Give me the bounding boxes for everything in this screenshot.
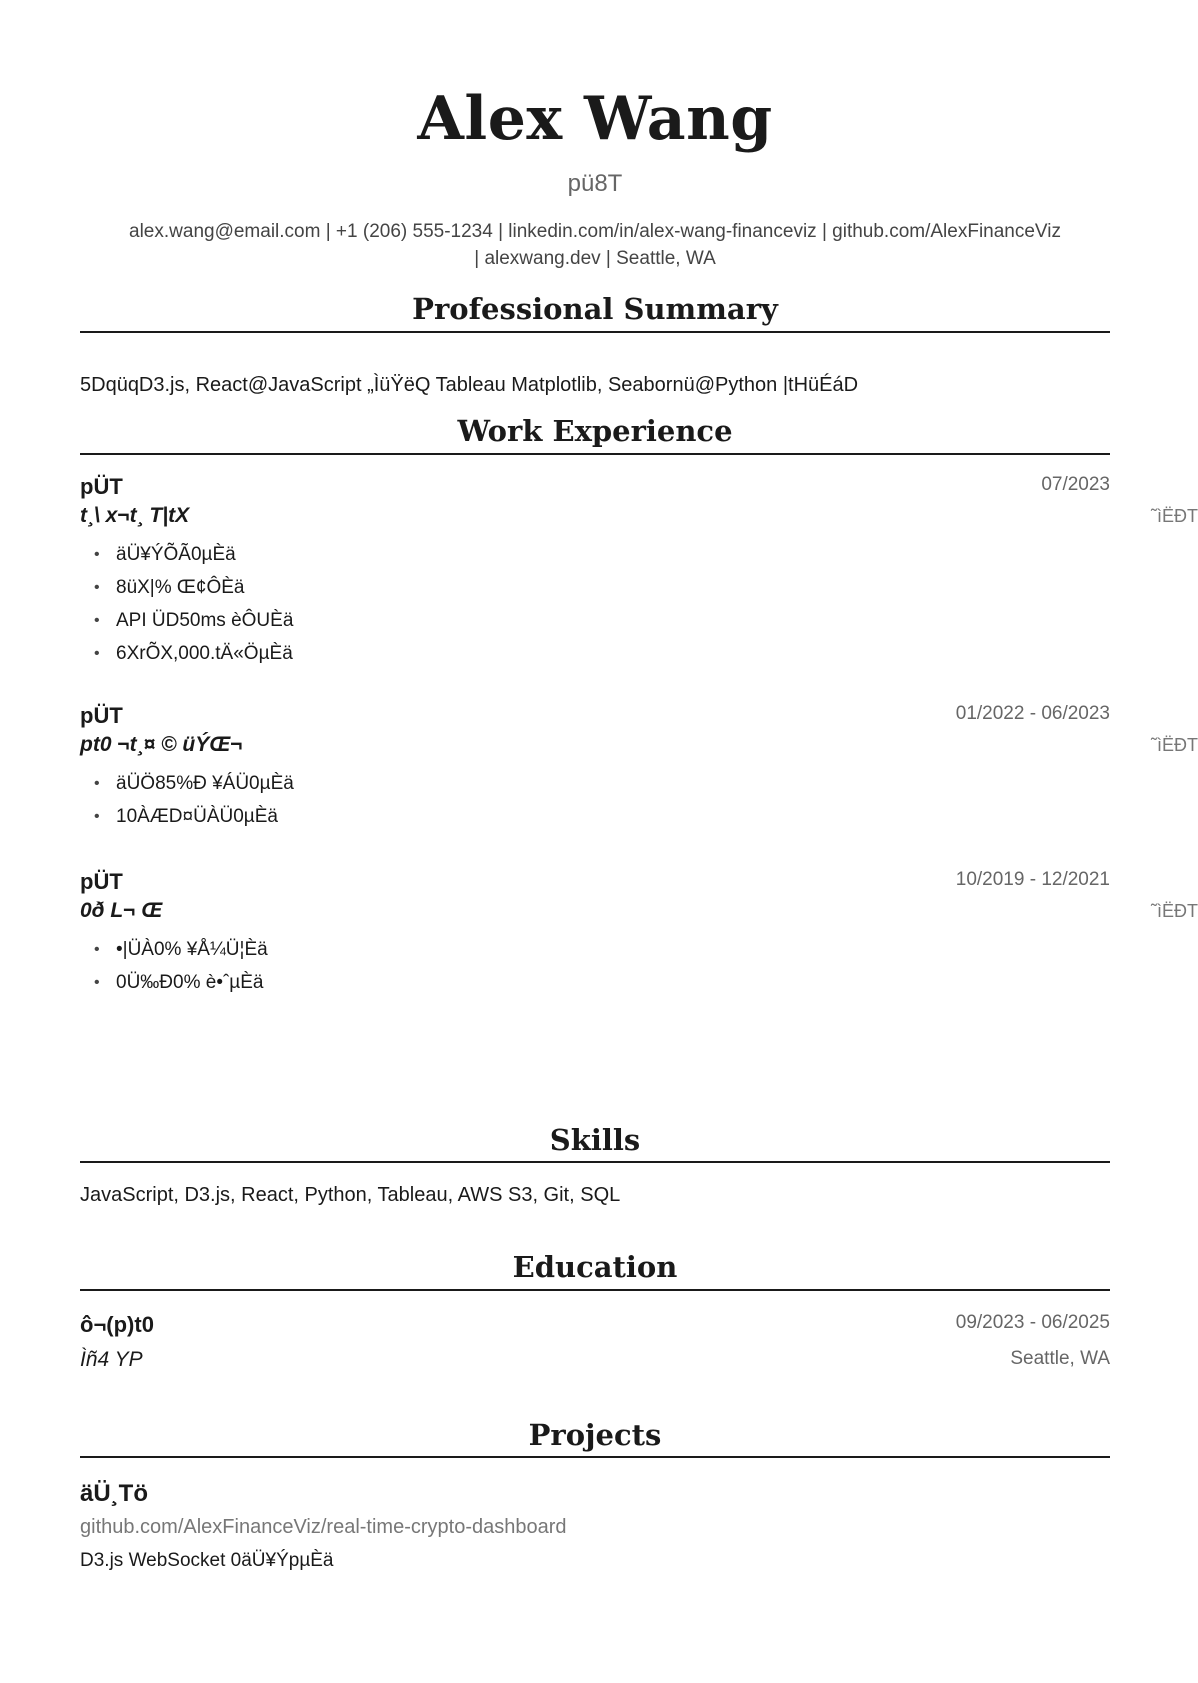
project-description: D3.js WebSocket 0äÜ¥ÝpµÈä xyxy=(80,1550,334,1571)
job-bullet: • 10ÀÆD¤ÜÀÜ0µÈä xyxy=(94,806,278,827)
job-bullets xyxy=(80,767,294,833)
job-date: 10/2019 - 12/2021 xyxy=(955,869,1110,890)
contact-info xyxy=(80,218,1110,272)
section-divider xyxy=(80,331,1110,333)
section-title-experience: Work Experience xyxy=(457,414,733,448)
job-date: 01/2022 - 06/2023 xyxy=(955,703,1110,724)
skills-text: JavaScript, D3.js, React, Python, Tableau, AWS S3, Git, SQL xyxy=(80,1184,621,1206)
job-location: ˜ìËÐT xyxy=(1151,735,1198,755)
education-location: Seattle, WA xyxy=(1010,1348,1110,1369)
project-name: äÜ¸Tö xyxy=(80,1480,148,1507)
section-divider xyxy=(80,1456,1110,1458)
job-location: ˜ìËÐT xyxy=(1151,901,1198,921)
contact-line-2: | alexwang.dev | Seattle, WA xyxy=(474,248,716,269)
section-title-education: Education xyxy=(512,1250,678,1284)
job-bullet: • 0Ü‰Ð0% è•ˆµÈä xyxy=(94,972,264,993)
job-title: pÜT xyxy=(80,474,123,499)
job-bullets xyxy=(80,933,268,999)
education-degree: Ìñ4 YP xyxy=(80,1348,143,1371)
candidate-name: Alex Wang xyxy=(417,84,773,154)
section-divider xyxy=(80,453,1110,455)
job-bullet: • 8üX|% Œ¢ÔÈä xyxy=(94,577,245,598)
section-title-summary: Professional Summary xyxy=(412,292,778,326)
project-link[interactable]: github.com/AlexFinanceViz/real-time-crypto-dashboard xyxy=(80,1516,567,1538)
job-bullets xyxy=(80,538,293,670)
job-bullet: • äÜÖ85%Ð ¥ÁÜ0µÈä xyxy=(94,773,294,794)
job-bullet: • API ÜD50ms èÔUÈä xyxy=(94,610,294,631)
education-school: ô¬(p)t0 xyxy=(80,1312,154,1337)
candidate-headline: pü8T xyxy=(567,170,623,197)
job-title: pÜT xyxy=(80,869,123,894)
job-bullet: • 6XrÕX,000.tÄ«ÖµÈä xyxy=(94,643,293,664)
job-date: 07/2023 xyxy=(1041,474,1110,495)
section-divider xyxy=(80,1289,1110,1291)
section-title-skills: Skills xyxy=(549,1123,641,1157)
job-title: pÜT xyxy=(80,703,123,728)
contact-line-1: alex.wang@email.com | +1 (206) 555-1234 | linkedin.com/in/alex-wang-financeviz | github.com/AlexFinanceViz xyxy=(129,221,1061,242)
job-company: t¸\ x¬t¸ T|tX xyxy=(80,504,190,527)
education-date: 09/2023 - 06/2025 xyxy=(955,1312,1110,1333)
section-divider xyxy=(80,1161,1110,1163)
job-company: 0ð L¬ Œ xyxy=(80,899,163,922)
job-bullet: • äÜ¥ÝÕÃ0µÈä xyxy=(94,544,236,565)
job-location: ˜ìËÐT xyxy=(1151,506,1198,526)
job-bullet: • •|ÜÀ0% ¥Å¼Ü¦Èä xyxy=(94,939,268,960)
summary-text: 5DqüqD3.js, React@JavaScript „ÌüŸëQ Tableau Matplotlib, Seabornü@Python |tHüÉáD xyxy=(80,374,859,396)
job-company: pt0 ¬t¸¤ © üÝŒ¬ xyxy=(80,733,243,756)
section-title-projects: Projects xyxy=(528,1418,662,1452)
